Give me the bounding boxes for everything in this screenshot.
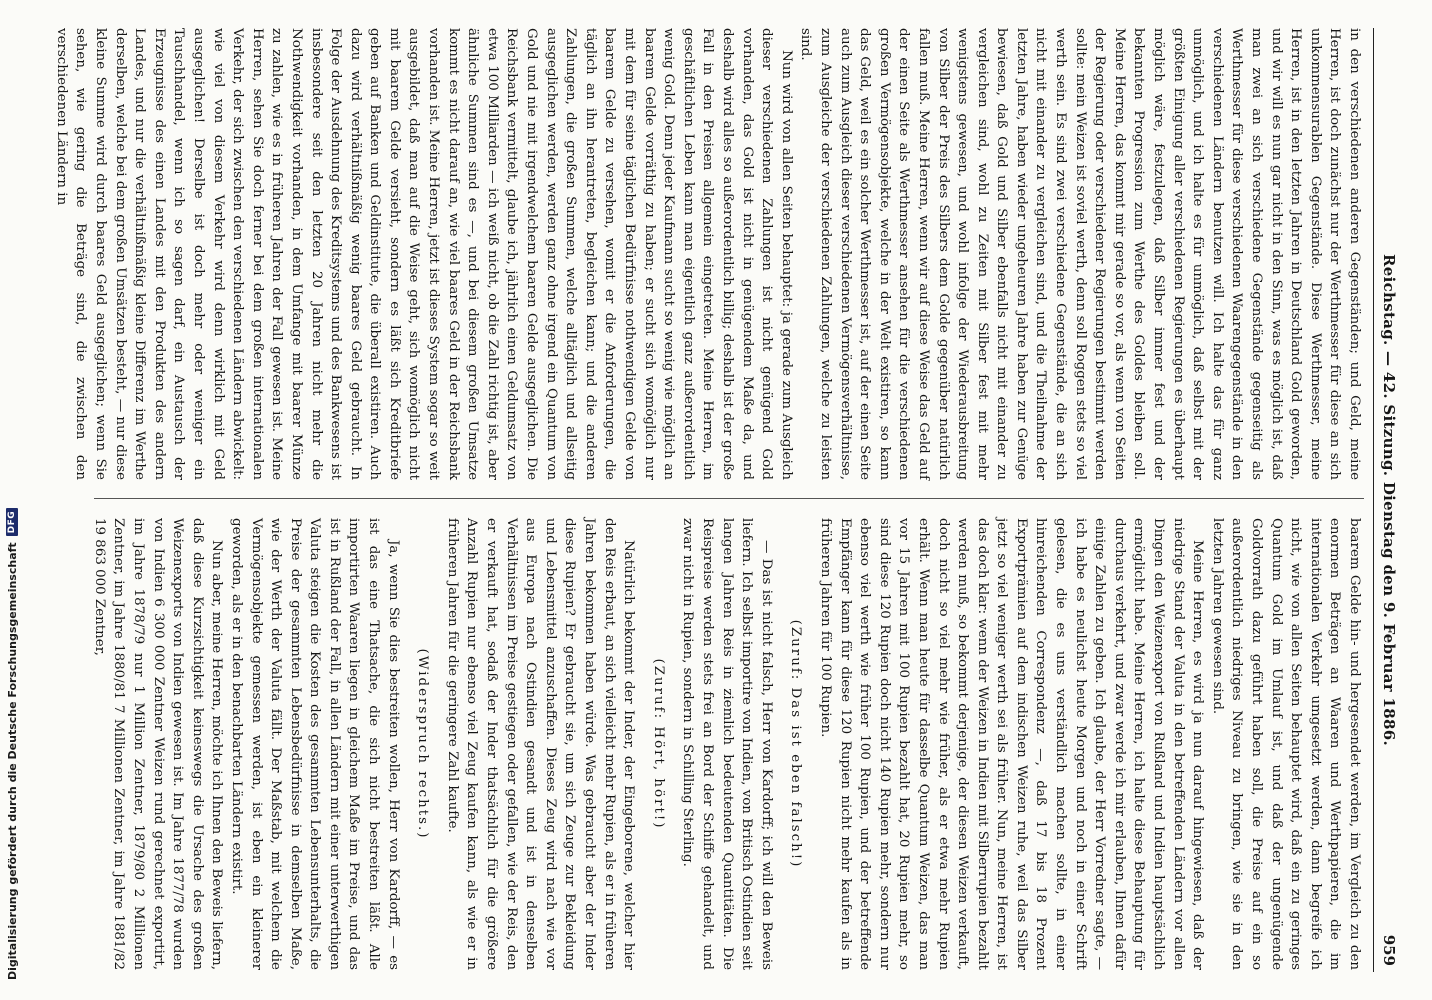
column-divider xyxy=(94,498,1364,499)
right-paragraph-2: Meine Herren, es wird ja nun darauf hingewiesen, daß der niedrige Stand der Valuta in den betreffenden Ländern vor allen Dingen den Weizenexport von Rußland und Indien hauptsächlich ermöglicht habe. Meine Herren, ich halte diese Behauptung für durchaus verkehrt, und zwar werde ich mir erlauben, Ihnen dafür einige Zahlen zu geben. Ich glaube, der Herr Vorredner sagte, — ich habe es neulichst heute Morgen und noch in einer Schrift gelesen, die es uns verständlich machen sollte, in einer hinreichenden Correspondenz —, daß 17 bis 18 Prozent Exportprämien auf dem indischen Weizen ruhe, weil das Silber jetzt so viel weniger werth sei als früher. Nun, meine Herren, ist das doch klar: wenn der Weizen in Indien mit Silberrupien bezahlt werden muß, so bekommt derjenige, der diesen Weizen verkauft, doch nicht so viel mehr wie früher, als er etwa mehr Rupien erhält. Wenn man heute für dasselbe Quantum Weizen, das man vor 15 Jahren mit 100 Rupien bezahlt hat, 20 Rupien mehr, so sind diese 120 Rupien doch nicht 140 Rupien mehr, sondern nur ebenso viel werth wie früher 100 Rupien, und der betreffende Empfänger kann für diese 120 Rupien nicht mehr kaufen als in früheren Jahren für 100 Rupien. xyxy=(817,518,1206,970)
left-paragraph-1: in den verschiedenen anderen Gegenständen; und Geld, meine Herren, ist doch zunächst nur der Werthmesser für diese an sich unkommensurablen Gegenstände. Diese Werthmesser, meine Herren, ist in den letzten Jahren in Deutschland Gold geworden, und wir will es nun gar nicht in den Sinn, was es möglich ist, daß man zwei an sich verschiedene Gegenstände gegenseitig als Werthmesser für diese verschiedenen Waarengegenstände in den verschiedenen Ländern benutzen will. Ich halte das für ganz unmöglich, und ich halte es für unmöglich, daß selbst mit der größten Einigung aller verschiedenen Regierungen es überhaupt möglich wäre, festzulegen, daß Silber immer fest und der bekannten Progression zum Werthe des Goldes bleiben soll. Meine Herren, das kommt mir gerade so vor, als wenn von Seiten der Regierung oder verschiedener Regierungen bestimmt werden sollte: mein Weizen ist soviel werth, denn soll Roggen stets so viel werth sein. Es sind zwei verschiedene Gegenstände, die an sich nicht mit einander zu vergleichen sind, und die Theilnahme der letzten Jahre, haben wieder ungeheuren Jahre haben zur Genüge bewiesen, daß Gold und Silber ebenfalls nicht mit einander zu vergleichen sind, wohl zu Zeiten mit Silber fest mit mehr wenigstens gewesen, und wohl infolge der Wiederausbreitung von Silber der Preis des Silbers dem Golde gegenüber natürlich fallen muß. Meine Herren, wenn wir auf diese Weise das Geld auf der einen Seite als Werthmesser ansehen für die verschiedenen großen Vermögensobjekte, welche in der Welt existiren, so kann das Geld, weil es ein solcher Werthmesser ist, auf der einen Seite auch zum Ausgleich dieser verschiedenen Vermögensverhältnisse, zum Ausgleiche der verschiedenen Zahlungen, welche zu leisten sind. xyxy=(798,28,1362,480)
interjection-1: (Zuruf: Das ist eben falsch!) xyxy=(788,619,804,869)
credit-text: Digitalisierung gefördert durch die Deutsche Forschungsgemeinschaft xyxy=(5,542,19,980)
right-paragraph-5: Ja, wenn Sie dies bestreiten wollen, Herr von Kardorff, — es ist das eine Thatsache, die sich nicht bestreiten läßt. Alle importirten Waaren liegen in gleichem Maße im Preise, und das ist in Rußland der Fall, in allen Ländern mit einer unterwerthigen Valuta steigen die Kosten des gesammten Lebensunterhalts, die Preise der gesammten Lebensbedürfnisse in demselben Maße, wie der Werth der Valuta fällt. Der Maßstab, mit welchem die Vermögensobjekte gemessen werden, ist eben ein kleinerer geworden, als er in den benachbarten Ländern existirt. xyxy=(228,518,401,970)
left-paragraph-2: Nun wird von allen Seiten behauptet: ja gerade zum Ausgleich dieser verschiedenen Zahlungen ist nicht genügend Gold vorhanden, das Gold ist nicht in genügendem Maße da, und deshalb wird alles so außerordentlich billig; deshalb ist der große Fall in den Preisen allgemein eingetreten. Meine Herren, im geschäftlichen Leben kann man eigentlich ganz außerordentlich wenig Gold. Denn jeder Kaufmann sucht so wenig wie möglich an baarem Gelde vorräthig zu haben; er sucht sich womöglich nur mit dem für seine täglichen Bedürfnisse nothwendigen Gelde von baarem Gelde zu versehen, womit er die Anforderungen, die täglich an ihn herantreten, begleichen kann; und die anderen Zahlungen, die großen Summen, welche alltäglich und allseitig ausgeglichen werden, werden ganz ohne irgend ein Quantum von Gold und nie mit irgendwelchem baaren Gelde ausgeglichen. Die Reichsbank vermittelt, glaube ich, jährlich einen Geldumsatz von etwa 100 Milliarden — ich weiß nicht, ob die Zahl richtig ist, aber ähnliche Summen sind es —, und bei diesem großen Umsatze kommt es nicht darauf an, wie viel baares Geld in der Reichsbank vorhanden ist. Meine Herren, jetzt ist dieses System sogar so weit ausgebildet, daß man auf die Weise geht, sich womöglich nicht mit baarem Gelde versieht, sondern es läßt sich Kreditbriefe geben auf Banken und Geldinstitute, die überall existiren. Auch dazu wird verhältnißmäßig wenig baares Geld gebraucht. In Folge der Ausdehnung des Kreditsystems und des Bankwesens ist insbesondere seit den letzten 20 Jahren nicht mehr die Nothwendigkeit vorhanden, in dem Umfange mit baarer Münze zu zahlen, wie es in früheren Jahren der Fall gewesen ist. Meine Herren, sehen Sie doch ferner bei dem großen internationalen Verkehr, der sich zwischen den verschiedenen Ländern abwickelt: wie viel von diesem Verkehr wird denn wirklich mit Geld ausgeglichen! Derselbe ist doch mehr oder weniger ein Tauschhandel, wenn ich so sagen darf, ein Austausch der Erzeugnisse des einen Landes mit den Produkten des andern Landes, und nur die verhältnißmäßig kleine Differenz im Werthe derselben, welche bei dem großen Umsätzen besteht, — nur diese kleine Summe wird durch baares Geld ausgeglichen; wenn Sie sehen, wie gering die Beträge sind, die zwischen den verschiedenen Ländern in xyxy=(53,28,794,480)
dfg-logo-icon: DFG xyxy=(6,508,18,537)
right-paragraph-4: Natürlich bekommt der Inder, der Eingeborene, welcher hier den Reis erbaut, an sich vielleicht mehr Rupien, als er in früheren Jahren bekommen haben würde. Was gebraucht aber der Inder diese Rupien? Er gebraucht sie, um sich Zeuge zur Bekleidung und Lebensmittel anzuschaffen. Dieses Zeug wird nach wie vor aus Europa nach Ostindien gesandt und ist in denselben Verhältnissen im Preise gestiegen oder gefallen, wie der Reis, den er verkauft hat, sodaß der Inder thatsächlich für die größere Anzahl Rupien nur ebenso viel Zeug kaufen kann, als wie er in früheren Jahren für die geringere Zahl kaufte. xyxy=(444,518,637,970)
right-paragraph-3: — Das ist nicht falsch, Herr von Kardorff; ich will den Beweis liefern. Ich selbst importire von Indien, von Britisch Ostindien seit langen Jahren Reis in ziemlich bedeutenden Quantitäten. Die Reispreise werden stets frei an Bord der Schiffe gehandelt, und zwar nicht in Rupien, sondern in Schilling Sterling. xyxy=(680,518,774,970)
interjection-2: (Zuruf: Hört, hört!) xyxy=(650,658,666,830)
page-header xyxy=(1373,28,1400,972)
right-paragraph-6: Nun aber, meine Herren, möchte ich Ihnen den Beweis liefern, daß diese Kurzsichtigkeit keineswegs die Ursache des großen Weizenexports von Indien gewesen ist. Im Jahre 1877/78 wurden von Indien 6 300 000 Zentner Weizen rund gerechnet exportirt, im Jahre 1878/79 nur 1 Million Zentner, 1879/80 2 Millionen Zentner, im Jahre 1880/81 7 Millionen Zentner, im Jahre 1881/82 19 863 000 Zentner, xyxy=(91,518,225,970)
digitization-credit xyxy=(4,0,20,980)
right-column xyxy=(91,518,1364,970)
left-column xyxy=(53,28,1364,480)
rotated-page-content xyxy=(53,28,1400,972)
header-title: Reichstag. — 42. Sitzung. Dienstag den 9. Februar 1886. xyxy=(1380,253,1398,747)
right-paragraph-1: baarem Gelde hin- und hergesendet werden, im Vergleich zu den enormen Beträgen an Waaren und Werthpapieren, die im internationalen Verkehr umgesetzt werden, dann begreife ich nicht, wie von allen Seiten behauptet wird, daß ein zu geringes Quantum Gold im Umlauf ist, und daß der ungenügende Goldvorrath dazu geführt haben soll, die Preise auf ein so außerordentlich niedriges Niveau zu bringen, wie sie in den letzten Jahren gewesen sind. xyxy=(1209,518,1362,970)
page-number: 959 xyxy=(1380,934,1398,966)
interjection-3: (Widerspruch rechts.) xyxy=(415,648,431,840)
